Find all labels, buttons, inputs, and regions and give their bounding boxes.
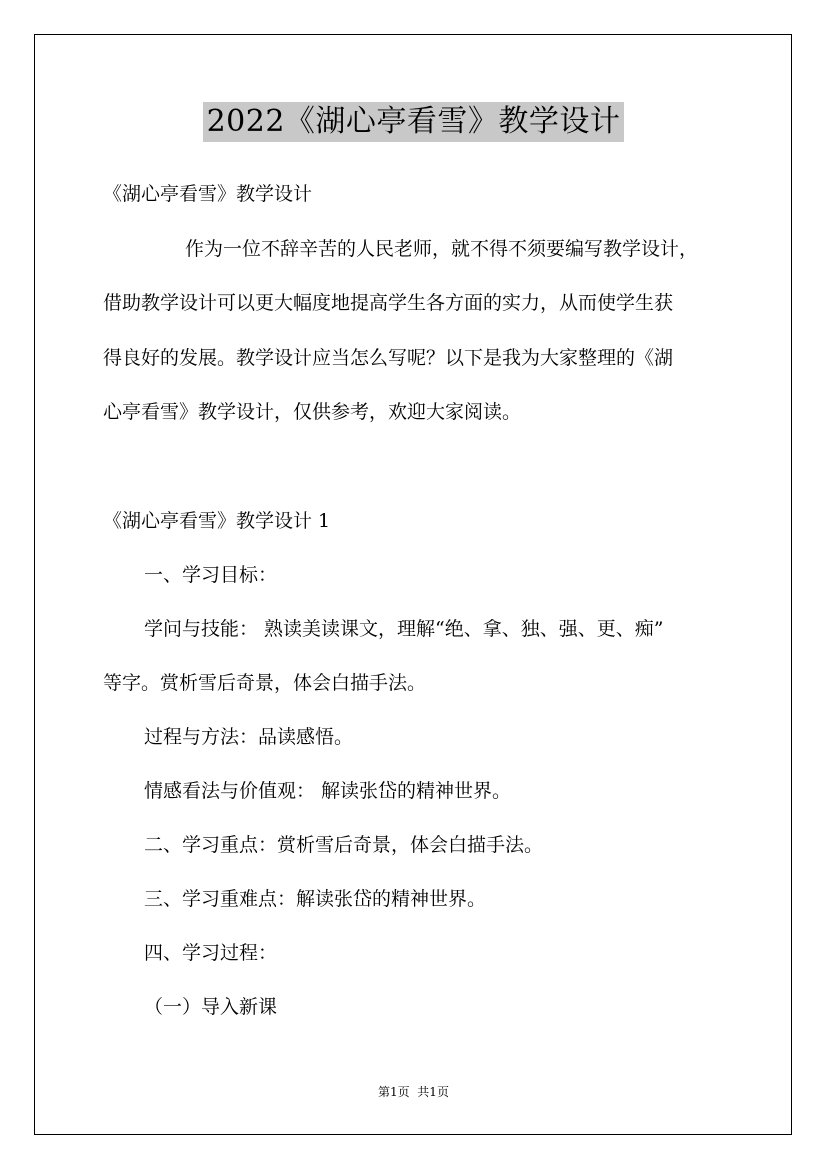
document-title: 2022《湖心亭看雪》教学设计 <box>203 102 625 142</box>
body-line-4: 过程与方法：品读感悟。 <box>144 726 354 748</box>
page-footer: 第1页 共1页 <box>378 1085 449 1099</box>
section-title: 《湖心亭看雪》教学设计 1 <box>103 510 331 532</box>
body-line-7: 三、学习重难点：解读张岱的精神世界。 <box>144 888 487 910</box>
document-subtitle: 《湖心亭看雪》教学设计 <box>103 183 313 205</box>
body-line-2: 学问与技能： 熟读美读课文，理解“绝、拿、独、强、更、痴” <box>144 618 664 640</box>
body-line-1: 一、学习目标： <box>144 564 278 586</box>
intro-line-1: 作为一位不辞辛苦的人民老师，就不得不须要编写教学设计， <box>185 238 699 260</box>
title-container <box>0 102 827 142</box>
intro-line-4: 心亭看雪》教学设计，仅供参考，欢迎大家阅读。 <box>103 401 522 423</box>
intro-line-2: 借助教学设计可以更大幅度地提高学生各方面的实力，从而使学生获 <box>103 292 674 314</box>
body-line-6: 二、学习重点：赏析雪后奇景，体会白描手法。 <box>144 834 544 856</box>
body-line-9: （一）导入新课 <box>144 996 278 1018</box>
intro-line-3: 得良好的发展。教学设计应当怎么写呢？以下是我为大家整理的《湖 <box>103 347 674 369</box>
body-line-3: 等字。赏析雪后奇景，体会白描手法。 <box>103 672 427 694</box>
body-line-8: 四、学习过程： <box>144 942 278 964</box>
body-line-5: 情感看法与价值观： 解读张岱的精神世界。 <box>144 780 512 802</box>
